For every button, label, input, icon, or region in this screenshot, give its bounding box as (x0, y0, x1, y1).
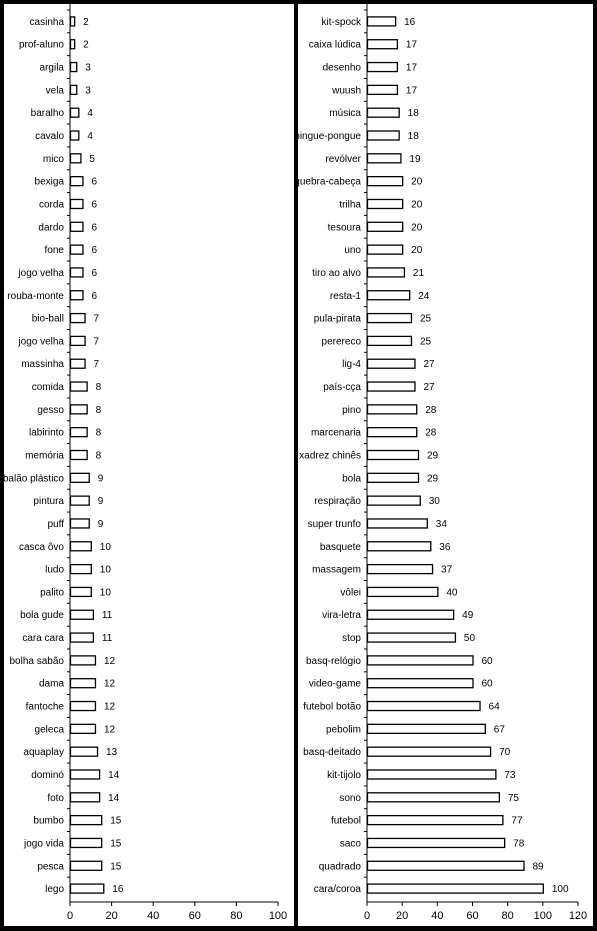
category-label: quadrado (318, 861, 361, 873)
category-label: labirinto (28, 427, 64, 439)
category-label: dominó (31, 769, 64, 781)
bar (71, 314, 86, 323)
value-label: 3 (85, 62, 91, 74)
category-label: casca ôvo (18, 541, 64, 553)
value-label: 17 (405, 85, 418, 97)
value-label: 29 (426, 473, 439, 485)
category-label: jogo velha (18, 267, 64, 279)
category-label: gesso (37, 404, 64, 416)
bar (368, 245, 403, 254)
category-label: uno (344, 245, 361, 257)
category-label: revólver (325, 153, 361, 165)
bar (368, 40, 398, 49)
value-label: 15 (110, 861, 122, 873)
bar (368, 519, 428, 528)
bar (368, 359, 415, 368)
value-label: 78 (513, 838, 525, 850)
category-label: fantoche (25, 701, 64, 713)
category-label: tesoura (327, 222, 361, 234)
category-label: wuush (332, 85, 361, 97)
x-tick-label: 60 (188, 910, 201, 922)
category-label: respiração (314, 496, 361, 508)
bar (71, 838, 102, 847)
value-label: 9 (97, 518, 104, 530)
category-label: sono (339, 792, 361, 804)
value-label: 6 (91, 245, 98, 257)
category-label: marcenaria (310, 427, 361, 439)
category-label: bola gude (20, 610, 64, 622)
value-label: 20 (411, 245, 423, 257)
value-label: 100 (551, 884, 569, 896)
bar (368, 679, 474, 688)
value-label: 6 (91, 176, 98, 188)
value-label: 15 (110, 815, 122, 827)
bar (368, 724, 486, 733)
bar (71, 63, 77, 72)
bar (71, 382, 88, 391)
bar (368, 884, 544, 893)
category-label: quebra-cabeça (294, 176, 361, 188)
category-label: futebol (330, 815, 361, 827)
value-label: 9 (97, 473, 104, 485)
value-label: 28 (425, 427, 437, 439)
value-label: 67 (493, 724, 505, 736)
category-label: kit-tijolo (327, 769, 361, 781)
value-label: 4 (87, 108, 93, 120)
category-label: mico (42, 153, 64, 165)
bar (71, 793, 100, 802)
category-label: fone (44, 245, 64, 257)
bar (71, 587, 92, 596)
value-label: 8 (95, 427, 102, 439)
value-label: 10 (99, 541, 111, 553)
bar (71, 816, 102, 825)
category-label: aquaplay (23, 747, 64, 759)
bar (368, 793, 500, 802)
value-label: 13 (106, 747, 118, 759)
category-label: jogo vida (23, 838, 64, 850)
category-label: cavalo (35, 131, 64, 143)
category-label: bumbo (33, 815, 64, 827)
bar (71, 473, 90, 482)
bar (71, 519, 90, 528)
value-label: 60 (481, 655, 493, 667)
x-tick-label: 120 (568, 910, 588, 922)
category-label: bola (342, 473, 361, 485)
category-label: vela (45, 85, 64, 97)
category-label: desenho (322, 62, 361, 74)
bar (71, 291, 83, 300)
bar (71, 724, 96, 733)
bar (368, 656, 474, 665)
bar (71, 679, 96, 688)
value-label: 16 (112, 884, 124, 896)
category-label: bexiga (34, 176, 64, 188)
bar (368, 177, 403, 186)
category-label: super trunfo (307, 518, 361, 530)
bar (368, 838, 505, 847)
category-label: vôlei (340, 587, 361, 599)
value-label: 7 (93, 359, 100, 371)
right-panel (298, 4, 593, 926)
bar (368, 816, 503, 825)
bar (368, 496, 421, 505)
category-label: basquete (319, 541, 361, 553)
category-label: trilha (339, 199, 361, 211)
bar (368, 131, 400, 140)
x-tick-label: 40 (147, 910, 160, 922)
value-label: 6 (91, 267, 98, 279)
bar (368, 63, 398, 72)
category-label: caixa lúdica (308, 39, 361, 51)
bar (71, 496, 90, 505)
category-label: massagem (312, 564, 361, 576)
value-label: 6 (91, 290, 98, 302)
x-tick-label: 60 (466, 910, 479, 922)
value-label: 12 (103, 678, 116, 690)
category-label: puff (47, 518, 64, 530)
bar (368, 108, 400, 117)
bar (368, 405, 417, 414)
bar (71, 222, 83, 231)
bar (71, 747, 98, 756)
category-label: massinha (21, 359, 64, 371)
value-label: 34 (435, 518, 447, 530)
value-label: 7 (93, 313, 100, 325)
bar (71, 108, 79, 117)
bar (368, 428, 417, 437)
bar (71, 17, 75, 26)
bar (368, 382, 415, 391)
category-label: prof-aluno (18, 39, 64, 51)
value-label: 89 (532, 861, 544, 873)
value-label: 16 (404, 16, 416, 28)
category-label: resta-1 (329, 290, 361, 302)
value-label: 60 (481, 678, 493, 690)
value-label: 8 (95, 404, 102, 416)
value-label: 25 (419, 336, 432, 348)
x-tick-label: 40 (431, 910, 444, 922)
value-label: 2 (83, 16, 89, 28)
category-label: basq-relógio (305, 655, 361, 667)
category-label: balão plástico (2, 473, 64, 485)
x-tick-label: 0 (66, 910, 74, 922)
category-label: palito (40, 587, 64, 599)
value-label: 73 (504, 769, 516, 781)
value-label: 14 (108, 769, 120, 781)
category-label: música (329, 108, 361, 120)
category-label: jogo velha (18, 336, 64, 348)
bar (71, 702, 96, 711)
category-label: vira-letra (322, 610, 361, 622)
category-label: bolha sabão (9, 655, 64, 667)
bar (368, 314, 412, 323)
value-label: 6 (91, 222, 98, 234)
bar (71, 565, 92, 574)
category-label: geleca (34, 724, 64, 736)
value-label: 11 (101, 633, 113, 645)
value-label: 30 (428, 496, 440, 508)
value-label: 4 (87, 131, 93, 143)
category-label: comida (31, 382, 64, 394)
bar (71, 177, 83, 186)
bar (368, 154, 401, 163)
category-label: saco (339, 838, 361, 850)
value-label: 18 (407, 131, 419, 143)
category-label: rouba-monte (7, 290, 64, 302)
bar (368, 199, 403, 208)
category-label: pesca (37, 861, 64, 873)
bar (71, 199, 83, 208)
value-label: 17 (405, 39, 418, 51)
category-label: cara/coroa (313, 884, 361, 896)
category-label: baralho (30, 108, 64, 120)
value-label: 12 (103, 724, 116, 736)
bar (368, 268, 405, 277)
bar (71, 884, 104, 893)
bar (71, 656, 96, 665)
category-label: tiro ao alvo (312, 267, 361, 279)
value-label: 18 (407, 108, 419, 120)
category-label: stop (342, 633, 361, 645)
value-label: 17 (405, 62, 418, 74)
bar (368, 702, 481, 711)
bar (368, 473, 419, 482)
x-tick-label: 0 (363, 910, 371, 922)
value-label: 9 (97, 496, 104, 508)
category-label: kit-spock (321, 16, 361, 28)
value-label: 64 (488, 701, 500, 713)
bar (71, 336, 86, 345)
bar (368, 633, 456, 642)
value-label: 40 (446, 587, 458, 599)
value-label: 28 (425, 404, 437, 416)
x-tick-label: 80 (230, 910, 243, 922)
value-label: 12 (103, 701, 116, 713)
category-label: xadrez chinês (299, 450, 361, 462)
value-label: 36 (439, 541, 451, 553)
bar (368, 222, 403, 231)
bar (71, 359, 86, 368)
value-label: 20 (411, 199, 423, 211)
category-label: argila (39, 62, 64, 74)
bar (368, 451, 419, 460)
bar (368, 542, 431, 551)
bar (71, 428, 88, 437)
bar (368, 587, 438, 596)
left-panel (4, 4, 294, 926)
bar (71, 245, 83, 254)
value-label: 70 (499, 747, 511, 759)
bar (71, 40, 75, 49)
bar (71, 451, 88, 460)
category-label: pingue-pongue (294, 131, 361, 143)
value-label: 49 (462, 610, 474, 622)
bar (71, 405, 88, 414)
category-label: pula-pirata (313, 313, 361, 325)
x-tick-label: 20 (105, 910, 118, 922)
value-label: 3 (85, 85, 91, 97)
bar (368, 770, 496, 779)
category-label: dardo (38, 222, 64, 234)
value-label: 7 (93, 336, 100, 348)
value-label: 20 (411, 222, 423, 234)
bar (368, 291, 410, 300)
category-label: corda (38, 199, 64, 211)
value-label: 11 (101, 610, 113, 622)
category-label: casinha (29, 16, 64, 28)
category-label: basq-deitado (303, 747, 361, 759)
bar (368, 85, 398, 94)
value-label: 50 (463, 633, 476, 645)
value-label: 25 (419, 313, 432, 325)
bar (71, 610, 94, 619)
bar (71, 633, 94, 642)
bar (71, 85, 77, 94)
value-label: 2 (83, 39, 89, 51)
value-label: 6 (91, 199, 98, 211)
value-label: 15 (110, 838, 122, 850)
value-label: 8 (95, 382, 102, 394)
bar (71, 154, 81, 163)
category-label: pebolim (325, 724, 361, 736)
category-label: ludo (45, 564, 64, 576)
category-label: memória (25, 450, 64, 462)
category-label: bio-ball (31, 313, 64, 325)
value-label: 77 (511, 815, 523, 827)
value-label: 19 (409, 153, 421, 165)
value-label: 37 (441, 564, 453, 576)
bar (71, 770, 100, 779)
value-label: 12 (103, 655, 116, 667)
value-label: 10 (99, 587, 111, 599)
value-label: 29 (426, 450, 439, 462)
bar (71, 268, 83, 277)
value-label: 27 (423, 382, 435, 394)
category-label: futebol botão (303, 701, 361, 713)
bar (71, 861, 102, 870)
bar (368, 747, 491, 756)
value-label: 10 (99, 564, 111, 576)
value-label: 21 (412, 267, 425, 279)
bar (368, 565, 433, 574)
bar (368, 336, 412, 345)
category-label: dama (38, 678, 64, 690)
bar (368, 861, 524, 870)
bar (71, 542, 92, 551)
value-label: 24 (418, 290, 430, 302)
value-label: 14 (108, 792, 120, 804)
bar (368, 17, 396, 26)
category-label: perereco (321, 336, 361, 348)
value-label: 5 (89, 153, 95, 165)
value-label: 20 (411, 176, 423, 188)
bar (71, 131, 79, 140)
category-label: cara cara (22, 633, 64, 645)
value-label: 75 (507, 792, 519, 804)
x-tick-label: 20 (396, 910, 409, 922)
category-label: foto (47, 792, 64, 804)
category-label: pino (342, 404, 361, 416)
category-label: pintura (33, 496, 64, 508)
x-tick-label: 100 (533, 910, 553, 922)
value-label: 27 (423, 359, 435, 371)
category-label: video-game (308, 678, 361, 690)
value-label: 8 (95, 450, 102, 462)
bar (368, 610, 454, 619)
x-tick-label: 100 (268, 910, 288, 922)
category-label: país-cça (323, 382, 361, 394)
category-label: lego (45, 884, 64, 896)
x-tick-label: 80 (501, 910, 514, 922)
category-label: lig-4 (342, 359, 361, 371)
